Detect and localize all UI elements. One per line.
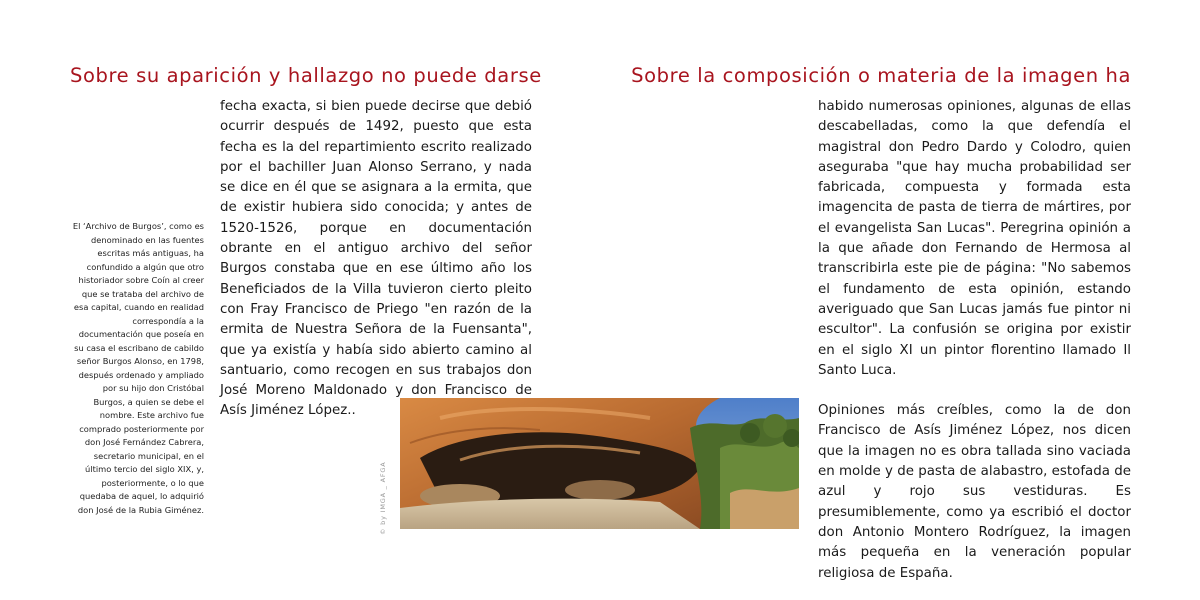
- left-body-paragraph: fecha exacta, si bien puede decirse que debió ocurrir después de 1492, puesto que esta fecha es la del repartimiento escrito realizado por el bachiller Juan Alonso Serrano, y nada se dice en él que se asignara a la ermita, que de existir hubiera sido conocida; y antes de 1520-1526, porque en documentación obrante en el antiguo archivo del señor Burgos constaba que en ese último año los Beneficiados de la Villa tuvieron cierto pleito con Fray Francisco de Priego "en razón de la ermita de Nuestra Señora de la Fuensanta", que ya existía y había sido abierto camino al santuario, como recogen en sus trabajos don José Moreno Maldonado y don Francisco de Asís Jiménez López..: [220, 99, 532, 419]
- photo-credit: © by IMGA _ AFGA: [379, 461, 387, 535]
- left-page-heading: Sobre su aparición y hallazgo no puede darse: [70, 64, 542, 87]
- right-body-paragraph-1: habido numerosas opiniones, algunas de ellas descabelladas, como la que defendía el magistral don Pedro Dardo y Colodro, quien aseguraba "que hay mucha probabilidad ser fabricada, compuesta y formada esta imagencita de pasta de tierra de mártires, por el evangelista San Lucas". Peregrina opinión a la que añade don Fernando de Hermosa al transcribirla este pie de página: "No sabemos el fundamento de esta opinión, estando averiguado que San Lucas jamás fue pintor ni escultor". La confusión se origina por existir en el siglo XI un pintor florentino llamado Il Santo Luca.: [818, 99, 1131, 378]
- cave-photo-illustration: [400, 398, 799, 529]
- cave-photo: [400, 398, 799, 529]
- sidenote: El ‘Archivo de Burgos’, como es denominado en las fuentes escritas más antiguas, ha confundido a algún que otro historiador sobre Coín al creer que se trataba del archivo de esa capital, cuando en realidad correspondía a la documentación que poseía en su casa el escribano de cabildo señor Burgos Alonso, en 1798, después ordenado y ampliado por su hijo don Cristóbal Burgos, a quien se debe el nombre. Este archivo fue comprado posteriormente por don José Fernández Cabrera, secretario municipal, en el último tercio del siglo XIX, y, posteriormente, o lo que quedaba de aquel, lo adquirió don José de la Rubia Giménez.: [72, 221, 204, 515]
- right-page-heading: Sobre la composición o materia de la imagen ha: [631, 64, 1131, 87]
- right-body-paragraph-2: Opiniones más creíbles, como la de don Francisco de Asís Jiménez López, nos dicen que la imagen no es obra tallada sino vaciada en molde y de pasta de alabastro, estofada de azul y rojo sus vestiduras. Es presumiblemente, como ya escribió el doctor don Antonio Montero Rodríguez, la imagen más pequeña en la veneración popular religiosa de España.: [818, 403, 1131, 581]
- left-body-column: [220, 97, 532, 422]
- right-body-column: [818, 97, 1131, 584]
